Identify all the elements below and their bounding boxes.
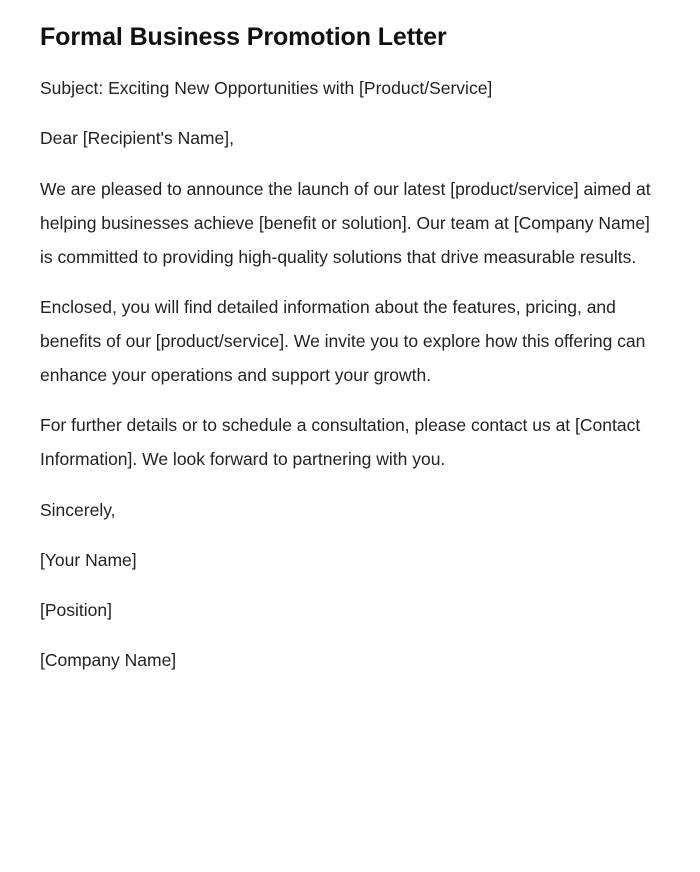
page-title: Formal Business Promotion Letter xyxy=(40,23,447,51)
paragraph-enclosure: Enclosed, you will find detailed information about the features, pricing, and benefits of our [product/service]. We invite you to explore how this offering can enhance your operations and support your growth. xyxy=(40,296,646,386)
paragraph-closing: Sincerely, xyxy=(40,499,116,520)
paragraph-contact: For further details or to schedule a consultation, please contact us at [Contact Information]. We look forward to partnering with you. xyxy=(40,415,641,470)
paragraph-subject: Subject: Exciting New Opportunities with [Product/Service] xyxy=(40,78,493,99)
signature-position: [Position] xyxy=(40,599,112,620)
paragraph-announcement: We are pleased to announce the launch of our latest [product/service] aimed at helping businesses achieve [benefit or solution]. Our team at [Company Name] is committed to providing high-quality solutions that drive measurable results. xyxy=(40,178,651,267)
letter-body xyxy=(40,71,660,677)
signature-name: [Your Name] xyxy=(40,549,137,570)
paragraph-salutation: Dear [Recipient's Name], xyxy=(40,128,234,149)
signature-company: [Company Name] xyxy=(40,649,177,670)
